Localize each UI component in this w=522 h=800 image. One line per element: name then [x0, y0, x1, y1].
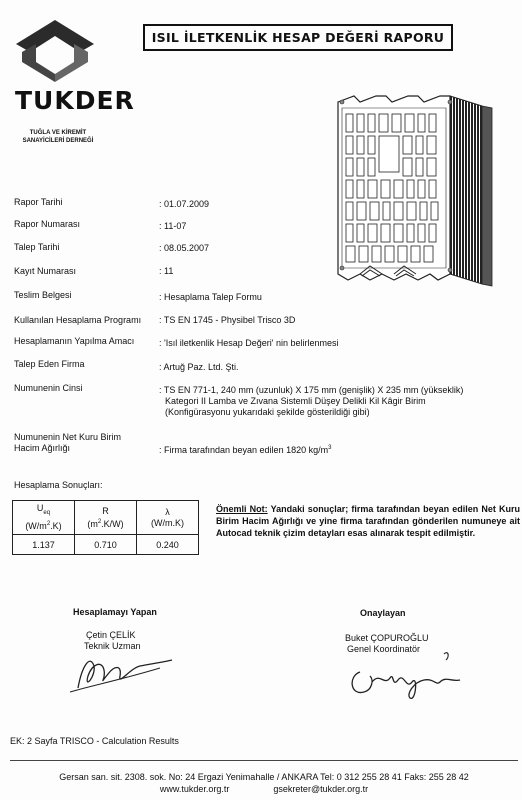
field-value-net-dry-density — [159, 445, 331, 455]
logo-subtitle — [22, 129, 94, 145]
field-label-registration-number: Kayıt Numarası — [14, 266, 77, 276]
results-value-row — [13, 535, 199, 555]
field-label-delivery-document: Teslim Belgesi — [14, 290, 72, 300]
results-header-ueq: $U_{eq}$ $(W/m^2.K)$ — [13, 501, 75, 535]
sample-type-line-3: (Konfigürasyonu yukarıdaki şekilde gösterildiği gibi) — [165, 407, 370, 417]
field-label-sample-type: Numunenin Cinsi — [14, 383, 83, 393]
footer-website-link[interactable]: www.tukder.org.tr — [159, 784, 230, 794]
net-dry-density-label-line-2: Hacim Ağırlığı — [14, 443, 71, 453]
net-dry-density-text: : Firma tarafından beyan edilen 1820 kg/m — [159, 445, 329, 455]
approved-by-signature-icon — [340, 642, 490, 704]
brick-drawing — [330, 88, 520, 300]
field-label-net-dry-density — [14, 432, 121, 454]
field-value-registration-number: : 11 — [159, 266, 174, 276]
footer — [10, 771, 518, 795]
tukder-logo-icon — [14, 18, 96, 82]
field-label-request-date: Talep Tarihi — [14, 242, 60, 252]
logo-name: TUKDER — [15, 86, 135, 115]
results-table — [12, 500, 199, 555]
logo-subtitle-line-1: TUĞLA VE KİREMİT — [29, 130, 87, 136]
calculated-by-title: Teknik Uzman — [84, 641, 141, 651]
field-label-report-date: Rapor Tarihi — [14, 197, 63, 207]
field-value-calculation-purpose: : 'Isıl iletkenlik Hesap Değeri' nin belirlenmesi — [159, 338, 339, 348]
report-title: ISIL İLETKENLİK HESAP DEĞERİ RAPORU — [143, 24, 453, 51]
results-header-r: R $(m^2.K/W)$ — [75, 501, 137, 535]
important-note-text: Yandaki sonuçlar; firma tarafından beyan edilen Net Kuru Birim Hacim Ağırlığı ve yine firma tarafından gönderilen numuneye ait Autocad teknik çizim detayları esas alınarak tespit edilmiştir. — [216, 504, 520, 538]
results-header-lambda: λ (W/m.K) — [137, 501, 199, 535]
calculated-by-signature-icon — [60, 646, 180, 696]
logo-subtitle-line-2: SANAYİCİLERİ DERNEĞİ — [22, 138, 94, 144]
results-value-lambda: 0.240 — [137, 535, 199, 555]
results-value-ueq: 1.137 — [13, 535, 75, 555]
important-note — [216, 503, 520, 539]
field-value-request-date: : 08.05.2007 — [159, 243, 210, 253]
field-value-report-number: : 11-07 — [159, 221, 187, 231]
field-label-calculation-purpose: Hesaplamanın Yapılma Amacı — [14, 336, 135, 346]
field-label-requesting-company: Talep Eden Firma — [14, 359, 85, 369]
field-value-calculation-program: : TS EN 1745 - Physibel Trisco 3D — [159, 315, 296, 325]
footer-address: Gersan san. sit. 2308. sok. No: 24 Ergazi Yenimahalle / ANKARA Tel: 0 312 255 28 41 Faks: 255 28 42 — [59, 772, 469, 782]
footer-divider — [10, 760, 518, 761]
approved-by-title: Genel Koordinatör — [347, 644, 421, 654]
approved-by-name: Buket ÇOPUROĞLU — [345, 633, 429, 643]
results-value-r: 0.710 — [75, 535, 137, 555]
field-value-sample-type — [159, 385, 509, 418]
results-header-row — [13, 501, 199, 535]
footer-email-link[interactable]: gsekreter@tukder.org.tr — [273, 784, 369, 794]
density-unit-exponent: 3 — [328, 445, 332, 451]
field-value-report-date: : 01.07.2009 — [159, 199, 210, 209]
net-dry-density-label-line-1: Numunenin Net Kuru Birim — [14, 432, 122, 442]
calculated-by-heading: Hesaplamayı Yapan — [73, 607, 157, 617]
attachment-note: EK: 2 Sayfa TRISCO - Calculation Results — [10, 736, 179, 746]
approved-by-heading: Onaylayan — [360, 608, 406, 618]
field-value-delivery-document: : Hesaplama Talep Formu — [159, 292, 262, 302]
sample-type-line-1: : TS EN 771-1, 240 mm (uzunluk) X 175 mm (genişlik) X 235 mm (yükseklik) — [159, 385, 464, 395]
field-label-calculation-program: Kullanılan Hesaplama Programı — [14, 315, 142, 325]
results-title: Hesaplama Sonuçları: — [14, 480, 103, 490]
important-note-key: Önemli Not: — [216, 504, 268, 514]
field-value-requesting-company: : Artuğ Paz. Ltd. Şti. — [159, 362, 239, 372]
calculated-by-name: Çetin ÇELİK — [86, 630, 136, 640]
sample-type-line-2: Kategori II Lamba ve Zıvana Sistemli Düşey Delikli Kil Kâgir Birim — [165, 396, 426, 406]
field-label-report-number: Rapor Numarası — [14, 219, 81, 229]
